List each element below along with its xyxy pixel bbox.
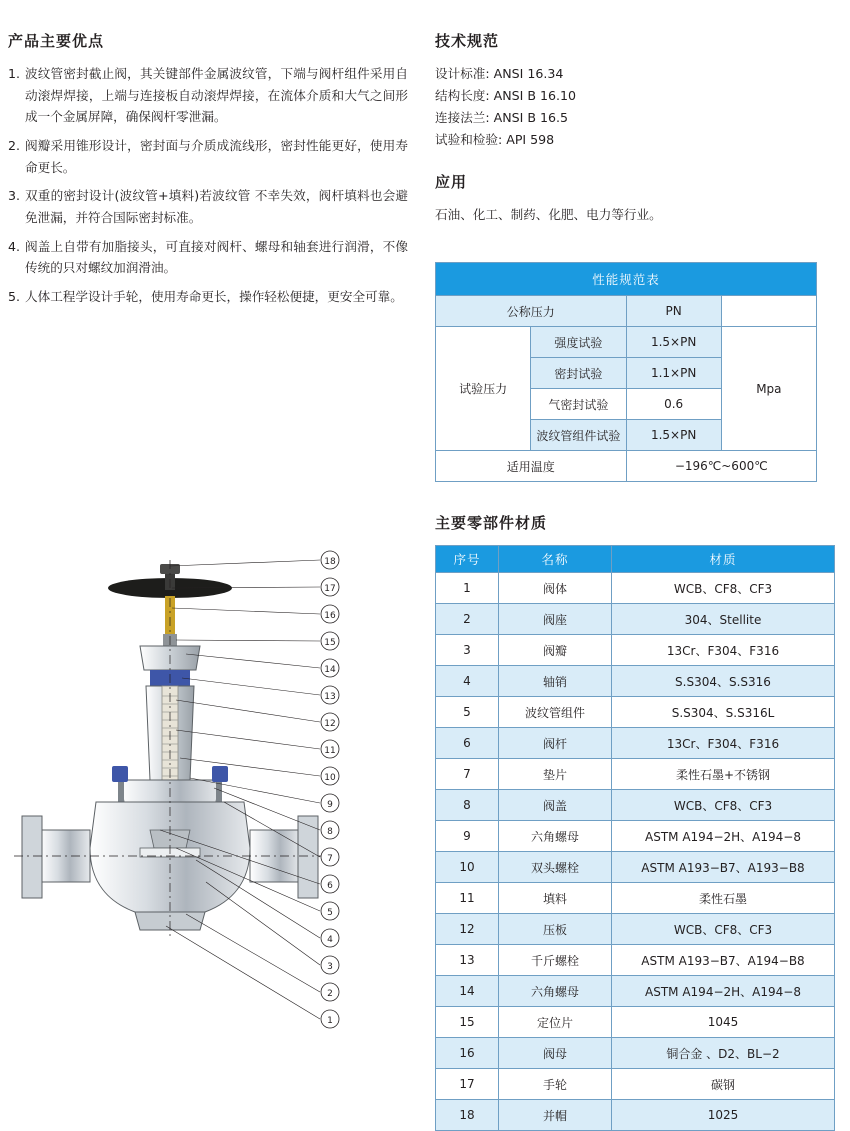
- callout-label: 3: [327, 962, 333, 972]
- cell-name: 阀座: [499, 604, 612, 635]
- performance-spec-table: [435, 262, 817, 482]
- application-title: 应用: [435, 173, 468, 192]
- cell-material: 13Cr、F304、F316: [612, 728, 835, 759]
- cell-material: 1045: [612, 1007, 835, 1038]
- cell-material: ASTM A194−2H、A194−8: [612, 976, 835, 1007]
- stud-left: [118, 782, 124, 804]
- callout-label: 14: [324, 665, 336, 675]
- table-row: [436, 1038, 835, 1069]
- bolt-head-right: [212, 766, 228, 782]
- cell-no: 15: [436, 1007, 499, 1038]
- cell-no: 12: [436, 914, 499, 945]
- table-header-row: [436, 546, 835, 573]
- column-header-name: 名称: [499, 546, 612, 573]
- cell-material: WCB、CF8、CF3: [612, 914, 835, 945]
- test-item-name: 密封试验: [531, 358, 626, 389]
- cell-no: 10: [436, 852, 499, 883]
- cell-no: 6: [436, 728, 499, 759]
- cell-no: 3: [436, 635, 499, 666]
- tech-spec-line: 试验和检验: API 598: [435, 132, 555, 148]
- bolt-head-left: [112, 766, 128, 782]
- cell-name: 阀盖: [499, 790, 612, 821]
- cell-no: 18: [436, 1100, 499, 1131]
- pressure-unit: Mpa: [721, 327, 816, 451]
- cell-material: 柔性石墨: [612, 883, 835, 914]
- tech-spec-line: 连接法兰: ANSI B 16.5: [435, 110, 569, 126]
- callout-label: 8: [327, 827, 333, 837]
- cell-name: 定位片: [499, 1007, 612, 1038]
- callout-bubbles: [321, 551, 339, 1028]
- valve-drawing-svg: [0, 530, 420, 1090]
- table-row: [436, 945, 835, 976]
- list-item-text: 波纹管密封截止阀，其关键部件金属波纹管，下端与阀杆组件采用自动滚焊焊接，上端与连接板自动滚焊焊接，在流体介质和大气之间形成一个金属屏障，确保阀杆零泄漏。: [25, 66, 408, 125]
- cell-material: ASTM A194−2H、A194−8: [612, 821, 835, 852]
- cell-name: 波纹管组件: [499, 697, 612, 728]
- list-item: [8, 286, 408, 308]
- tech-spec-title: 技术规范: [435, 32, 500, 50]
- cell-material: 碳钢: [612, 1069, 835, 1100]
- cell-name: 六角螺母: [499, 821, 612, 852]
- cell-name: 阀瓣: [499, 635, 612, 666]
- callout-label: 10: [324, 773, 336, 783]
- test-item-value: 1.5×PN: [626, 327, 721, 358]
- list-item: [8, 236, 408, 279]
- column-header-material: 材质: [612, 546, 835, 573]
- callout-label: 6: [327, 881, 333, 891]
- nominal-pressure-value: PN: [626, 296, 721, 327]
- cell-material: WCB、CF8、CF3: [612, 573, 835, 604]
- tech-spec-line: 结构长度: ANSI B 16.10: [435, 88, 577, 104]
- cell-material: S.S304、S.S316L: [612, 697, 835, 728]
- callout-label: 4: [327, 935, 333, 945]
- cell-no: 11: [436, 883, 499, 914]
- cell-material: ASTM A193−B7、A194−B8: [612, 945, 835, 976]
- cell-material: 铜合金 、D2、BL−2: [612, 1038, 835, 1069]
- test-item-name: 波纹管组件试验: [531, 420, 626, 451]
- application-text: 石油、化工、制药、化肥、电力等行业。: [435, 207, 662, 223]
- callout-label: 1: [327, 1016, 333, 1026]
- inlet-flange: [22, 816, 42, 898]
- callout-label: 9: [327, 800, 333, 810]
- cell-name: 千斤螺栓: [499, 945, 612, 976]
- valve-body-group: [14, 560, 326, 938]
- test-item-value: 0.6: [626, 389, 721, 420]
- list-item-number: 1.: [8, 66, 21, 81]
- material-table: [435, 545, 835, 1131]
- test-item-value: 1.5×PN: [626, 420, 721, 451]
- table-row: [436, 821, 835, 852]
- cell-name: 压板: [499, 914, 612, 945]
- cell-no: 8: [436, 790, 499, 821]
- callout-label: 16: [324, 611, 336, 621]
- advantages-list: [8, 63, 408, 308]
- list-item-text: 双重的密封设计(波纹管+填料)若波纹管 不幸失效，阀杆填料也会避免泄漏，并符合国际密封标准。: [25, 188, 408, 225]
- cell-material: 1025: [612, 1100, 835, 1131]
- cell-material: 13Cr、F304、F316: [612, 635, 835, 666]
- list-item-text: 阀瓣采用锥形设计，密封面与介质成流线形，密封性能更好，使用寿命更长。: [25, 137, 408, 175]
- table-row: [436, 1100, 835, 1131]
- list-item: [8, 63, 408, 128]
- cell-no: 16: [436, 1038, 499, 1069]
- table-row: [436, 1007, 835, 1038]
- table-row: [436, 666, 835, 697]
- cell-name: 轴销: [499, 666, 612, 697]
- cell-name: 手轮: [499, 1069, 612, 1100]
- callout-label: 17: [324, 584, 336, 594]
- table-row: [436, 1069, 835, 1100]
- cell-name: 阀杆: [499, 728, 612, 759]
- cell-no: 4: [436, 666, 499, 697]
- cell-name: 填料: [499, 883, 612, 914]
- test-item-name: 气密封试验: [531, 389, 626, 420]
- callout-label: 15: [324, 638, 336, 648]
- list-item-text: 人体工程学设计手轮，使用寿命更长，操作轻松便捷，更安全可靠。: [25, 288, 403, 304]
- list-item-number: 5.: [8, 288, 21, 304]
- cell-name: 阀母: [499, 1038, 612, 1069]
- cell-name: 垫片: [499, 759, 612, 790]
- table-row: [436, 573, 835, 604]
- advantages-section: [8, 30, 408, 315]
- cell-material: S.S304、S.S316: [612, 666, 835, 697]
- callout-label: 2: [327, 989, 333, 999]
- callout-label: 7: [327, 854, 333, 864]
- cell-no: 17: [436, 1069, 499, 1100]
- list-item-text: 阀盖上自带有加脂接头，可直接对阀杆、螺母和轴套进行润滑，不像传统的只对螺纹加润滑油。: [25, 238, 408, 276]
- temperature-value: −196℃~600℃: [626, 451, 817, 482]
- valve-cutaway-drawing: [0, 530, 420, 1090]
- table-row: [436, 604, 835, 635]
- list-item: [8, 185, 408, 228]
- specs-section: [435, 30, 840, 1131]
- temperature-label: 适用温度: [436, 451, 627, 482]
- callout-label: 5: [327, 908, 333, 918]
- cell-no: 9: [436, 821, 499, 852]
- column-header-no: 序号: [436, 546, 499, 573]
- tech-spec-line: 设计标准: ANSI 16.34: [435, 66, 564, 81]
- cell-no: 13: [436, 945, 499, 976]
- cell-material: WCB、CF8、CF3: [612, 790, 835, 821]
- callout-label: 13: [324, 692, 336, 702]
- cell-material: ASTM A193−B7、A193−B8: [612, 852, 835, 883]
- cell-no: 7: [436, 759, 499, 790]
- cell-name: 阀体: [499, 573, 612, 604]
- table-row: [436, 914, 835, 945]
- table-row: [436, 635, 835, 666]
- cell-no: 5: [436, 697, 499, 728]
- material-table-title: 主要零部件材质: [435, 514, 548, 533]
- test-item-name: 强度试验: [531, 327, 626, 358]
- table-row: [436, 976, 835, 1007]
- table-row: [436, 883, 835, 914]
- table-row: [436, 728, 835, 759]
- performance-table-title: 性能规范表: [436, 263, 817, 296]
- list-item-number: 3.: [8, 188, 21, 204]
- list-item-number: 2.: [8, 137, 21, 153]
- cell-no: 2: [436, 604, 499, 635]
- unit-cell-spacer: [721, 296, 816, 327]
- callout-label: 12: [324, 719, 336, 729]
- cell-name: 双头螺栓: [499, 852, 612, 883]
- table-row: [436, 759, 835, 790]
- cell-material: 304、Stellite: [612, 604, 835, 635]
- advantages-title: 产品主要优点: [8, 32, 105, 50]
- cell-no: 1: [436, 573, 499, 604]
- test-item-value: 1.1×PN: [626, 358, 721, 389]
- stud-right: [216, 782, 222, 804]
- callout-label: 18: [324, 557, 336, 567]
- cell-name: 并帽: [499, 1100, 612, 1131]
- cell-material: 柔性石墨+不锈钢: [612, 759, 835, 790]
- table-row: [436, 852, 835, 883]
- cell-name: 六角螺母: [499, 976, 612, 1007]
- list-item-number: 4.: [8, 238, 21, 254]
- table-row: [436, 697, 835, 728]
- cell-no: 14: [436, 976, 499, 1007]
- test-pressure-label: 试验压力: [436, 327, 531, 451]
- nominal-pressure-label: 公称压力: [436, 296, 627, 327]
- table-row: [436, 790, 835, 821]
- callout-label: 11: [324, 746, 336, 756]
- list-item: [8, 135, 408, 178]
